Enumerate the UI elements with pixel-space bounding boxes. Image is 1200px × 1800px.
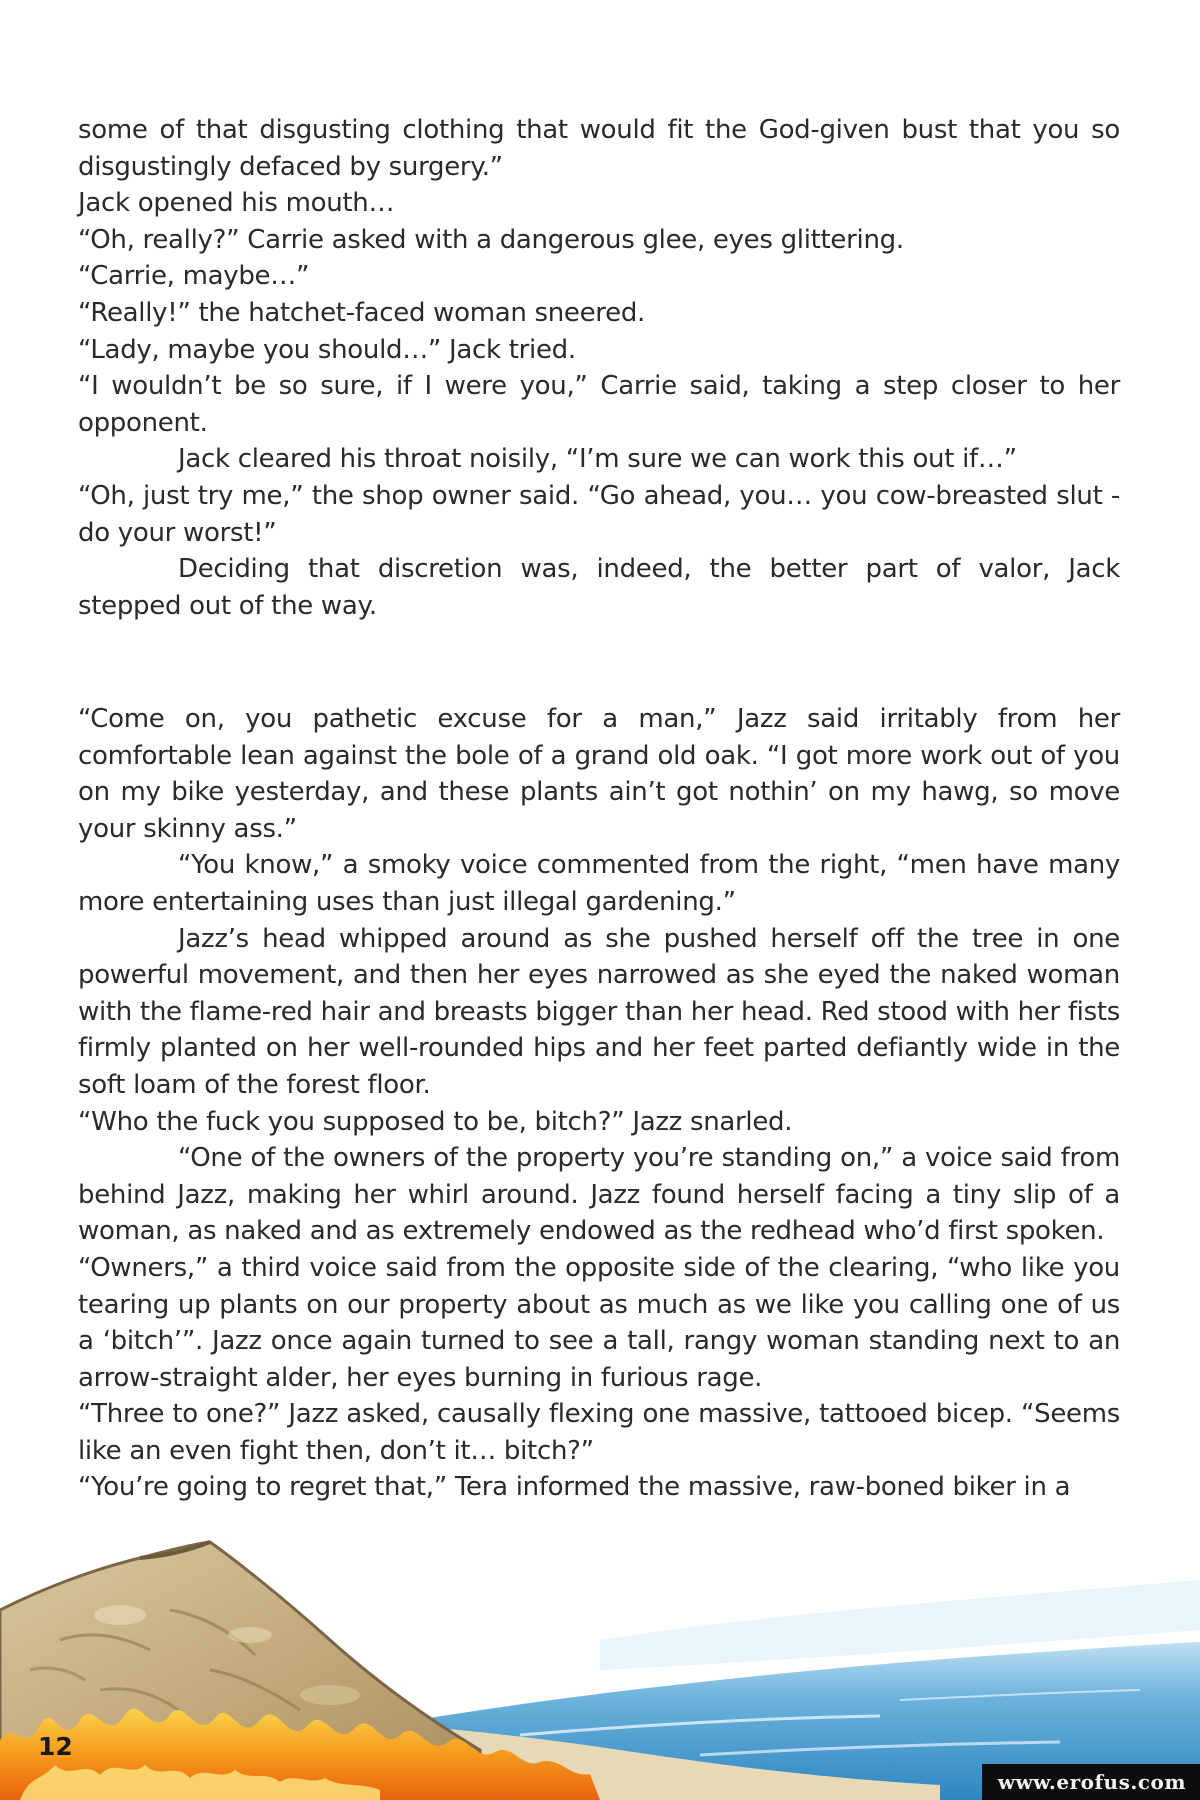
story-paragraph: “Oh, really?” Carrie asked with a dangerous glee, eyes glittering. (78, 224, 904, 255)
story-paragraph: “Carrie, maybe…” (78, 261, 310, 292)
story-section-two (78, 701, 1120, 1506)
story-paragraph: “Three to one?” Jazz asked, causally flexing one massive, tattooed bicep. “Seems like an even fight then, don’t it… bitch?” (78, 1399, 1120, 1466)
story-paragraph: Jack opened his mouth… (78, 188, 395, 219)
story-paragraph: “Lady, maybe you should…” Jack tried. (78, 334, 576, 365)
story-section-one (78, 112, 1120, 624)
story-paragraph: some of that disgusting clothing that would fit the God-given bust that you so disgustingly defaced by surgery.” (78, 115, 1120, 182)
story-paragraph: “Who the fuck you supposed to be, bitch?” Jazz snarled. (78, 1106, 793, 1137)
story-paragraph: “Oh, just try me,” the shop owner said. “Go ahead, you… you cow-breasted slut - do your worst!” (78, 480, 1120, 548)
page-number: 12 (38, 1732, 73, 1761)
site-watermark: www.erofus.com (982, 1764, 1200, 1800)
story-paragraph: “Come on, you pathetic excuse for a man,” Jazz said irritably from her comfortable lean against the bole of a grand old oak. “I got more work out of you on my bike yesterday, and these plants ain’t got nothin’ on my hawg, so move your skinny ass.” (78, 704, 1120, 844)
story-paragraph: “One of the owners of the property you’re standing on,” a voice said from behind Jazz, making her whirl around. Jazz found herself facing a tiny slip of a woman, as naked and as extremely endowed as the redhead who’d first spoken. (78, 1143, 1120, 1247)
story-paragraph: “I wouldn’t be so sure, if I were you,” Carrie said, taking a step closer to her opponent. (78, 371, 1120, 438)
landscape-illustration (0, 1520, 1200, 1800)
story-paragraph: “Really!” the hatchet-faced woman sneered. (78, 297, 645, 328)
story-paragraph: Deciding that discretion was, indeed, the better part of valor, Jack stepped out of the way. (78, 554, 1120, 621)
story-paragraph: “You’re going to regret that,” Tera informed the massive, raw-boned biker in a (78, 1472, 1071, 1503)
story-paragraph: “You know,” a smoky voice commented from the right, “men have many more entertaining uses than just illegal gardening.” (78, 850, 1120, 917)
story-paragraph: Jack cleared his throat noisily, “I’m sure we can work this out if…” (178, 444, 1017, 475)
story-paragraph: “Owners,” a third voice said from the opposite side of the clearing, “who like you tearing up plants on our property about as much as we like you calling one of us a ‘bitch’”. Jazz once again turned to see a tall, rangy woman standing next to an arrow-straight alder, her eyes burning in furious rage. (78, 1252, 1120, 1393)
story-paragraph: Jazz’s head whipped around as she pushed herself off the tree in one powerful movement, and then her eyes narrowed as she eyed the naked woman with the flame-red hair and breasts bigger than her head. Red stood with her fists firmly planted on her well-rounded hips and her feet parted defiantly wide in the soft loam of the forest floor. (78, 923, 1120, 1100)
